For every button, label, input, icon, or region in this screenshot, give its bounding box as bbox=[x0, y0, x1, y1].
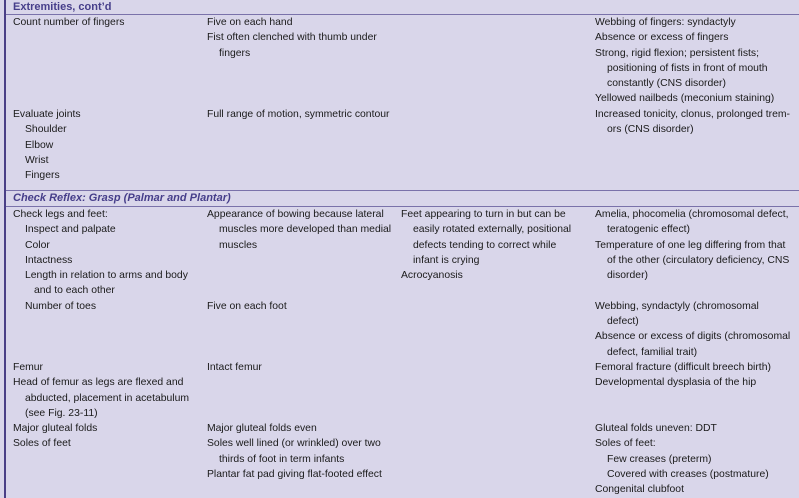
text-line: fingers bbox=[219, 47, 251, 59]
text-line: Fingers bbox=[25, 170, 60, 182]
text-line bbox=[595, 283, 790, 298]
text-line: and to each other bbox=[34, 285, 115, 297]
section-title-extremities: Extremities, cont’d bbox=[13, 1, 112, 13]
text-line: Strong, rigid flexion; persistent fists; bbox=[595, 47, 760, 59]
text-line: Acrocyanosis bbox=[401, 270, 463, 282]
text-line: positioning of fists in front of mouth bbox=[607, 62, 768, 74]
text-line: Fist often clenched with thumb under bbox=[207, 32, 377, 44]
common-variations-cell bbox=[401, 207, 571, 283]
normal-findings-cell bbox=[207, 107, 389, 122]
deviations-cell bbox=[595, 207, 790, 360]
text-line bbox=[207, 391, 382, 406]
text-line: Inspect and palpate bbox=[25, 224, 116, 236]
text-line: Femoral fracture (difficult breech birth) bbox=[595, 362, 771, 373]
assessment-cell bbox=[13, 15, 124, 30]
text-line: Head of femur as legs are flexed and bbox=[13, 377, 184, 389]
text-line: Shoulder bbox=[25, 124, 67, 136]
text-line: Congenital clubfoot bbox=[595, 484, 684, 496]
text-line: Elbow bbox=[25, 139, 54, 151]
text-line: Number of toes bbox=[25, 300, 97, 312]
text-line: constantly (CNS disorder) bbox=[607, 78, 726, 90]
text-line: Absence or excess of digits (chromosomal bbox=[595, 331, 791, 343]
text-line: Wrist bbox=[25, 154, 49, 166]
text-line: Covered with creases (postmature) bbox=[607, 469, 769, 481]
document-page bbox=[4, 0, 799, 498]
text-line: Increased tonicity, clonus, prolonged trem- bbox=[595, 109, 791, 120]
text-line: muscles more developed than medial bbox=[219, 224, 392, 236]
deviations-cell bbox=[595, 15, 774, 107]
text-line: (see Fig. 23-11) bbox=[25, 407, 98, 419]
text-line: Evaluate joints bbox=[13, 109, 81, 120]
text-line: Intactness bbox=[25, 254, 73, 266]
text-line: thirds of foot in term infants bbox=[219, 453, 345, 465]
text-line bbox=[207, 406, 382, 421]
normal-findings-cell bbox=[207, 15, 377, 61]
normal-findings-cell bbox=[207, 207, 391, 314]
text-line: Major gluteal folds even bbox=[207, 423, 317, 435]
text-line: Check legs and feet: bbox=[13, 209, 108, 220]
normal-findings-cell bbox=[207, 360, 382, 482]
text-line: Temperature of one leg differing from that bbox=[595, 239, 786, 251]
text-line: Count number of fingers bbox=[13, 17, 125, 28]
text-line: Full range of motion, symmetric contour bbox=[207, 109, 390, 120]
deviations-cell bbox=[595, 360, 771, 498]
text-line: Amelia, phocomelia (chromosomal defect, bbox=[595, 209, 789, 220]
text-line: Soles of feet: bbox=[595, 438, 656, 450]
text-line: Feet appearing to turn in but can be bbox=[401, 209, 566, 220]
text-line: Few creases (preterm) bbox=[607, 453, 712, 465]
text-line: Gluteal folds uneven: DDT bbox=[595, 423, 717, 435]
assessment-cell bbox=[13, 360, 189, 452]
text-line bbox=[207, 283, 391, 298]
text-line: Soles of feet bbox=[13, 438, 71, 450]
text-line: easily rotated externally, positional bbox=[413, 224, 572, 236]
text-line bbox=[207, 268, 391, 283]
text-line: defect) bbox=[607, 316, 639, 328]
text-line: defect, familial trait) bbox=[607, 346, 698, 358]
text-line: Five on each foot bbox=[207, 300, 287, 312]
assessment-cell bbox=[13, 107, 81, 183]
text-line: Developmental dysplasia of the hip bbox=[595, 377, 757, 389]
text-line: infant is crying bbox=[413, 254, 480, 266]
deviations-cell bbox=[595, 107, 790, 138]
text-line: defects tending to correct while bbox=[413, 239, 557, 251]
text-line: muscles bbox=[219, 239, 258, 251]
text-line: Major gluteal folds bbox=[13, 423, 98, 435]
text-line bbox=[207, 375, 382, 390]
text-line: Length in relation to arms and body bbox=[25, 270, 188, 282]
text-line: disorder) bbox=[607, 270, 648, 282]
assessment-cell bbox=[13, 207, 188, 314]
text-line: Absence or excess of fingers bbox=[595, 32, 729, 44]
text-line: Soles well lined (or wrinkled) over two bbox=[207, 438, 381, 450]
text-line: abducted, placement in acetabulum bbox=[25, 392, 190, 404]
text-line bbox=[595, 391, 771, 406]
text-line: Appearance of bowing because lateral bbox=[207, 209, 384, 220]
text-line: Plantar fat pad giving flat-footed effect bbox=[207, 469, 382, 481]
text-line: Webbing, syndactyly (chromosomal bbox=[595, 300, 759, 312]
text-line: of the other (circulatory deficiency, CNS bbox=[607, 254, 790, 266]
text-line: teratogenic effect) bbox=[607, 224, 690, 236]
text-line: ors (CNS disorder) bbox=[607, 124, 694, 136]
text-line: Five on each hand bbox=[207, 17, 293, 28]
section-title-grasp-reflex: Check Reflex: Grasp (Palmar and Plantar) bbox=[13, 192, 231, 204]
text-line: Color bbox=[25, 239, 50, 251]
text-line: Femur bbox=[13, 362, 44, 373]
text-line bbox=[595, 406, 771, 421]
text-line: Yellowed nailbeds (meconium staining) bbox=[595, 93, 775, 105]
text-line bbox=[207, 253, 391, 268]
text-line: Intact femur bbox=[207, 362, 262, 373]
text-line: Webbing of fingers: syndactyly bbox=[595, 17, 736, 28]
